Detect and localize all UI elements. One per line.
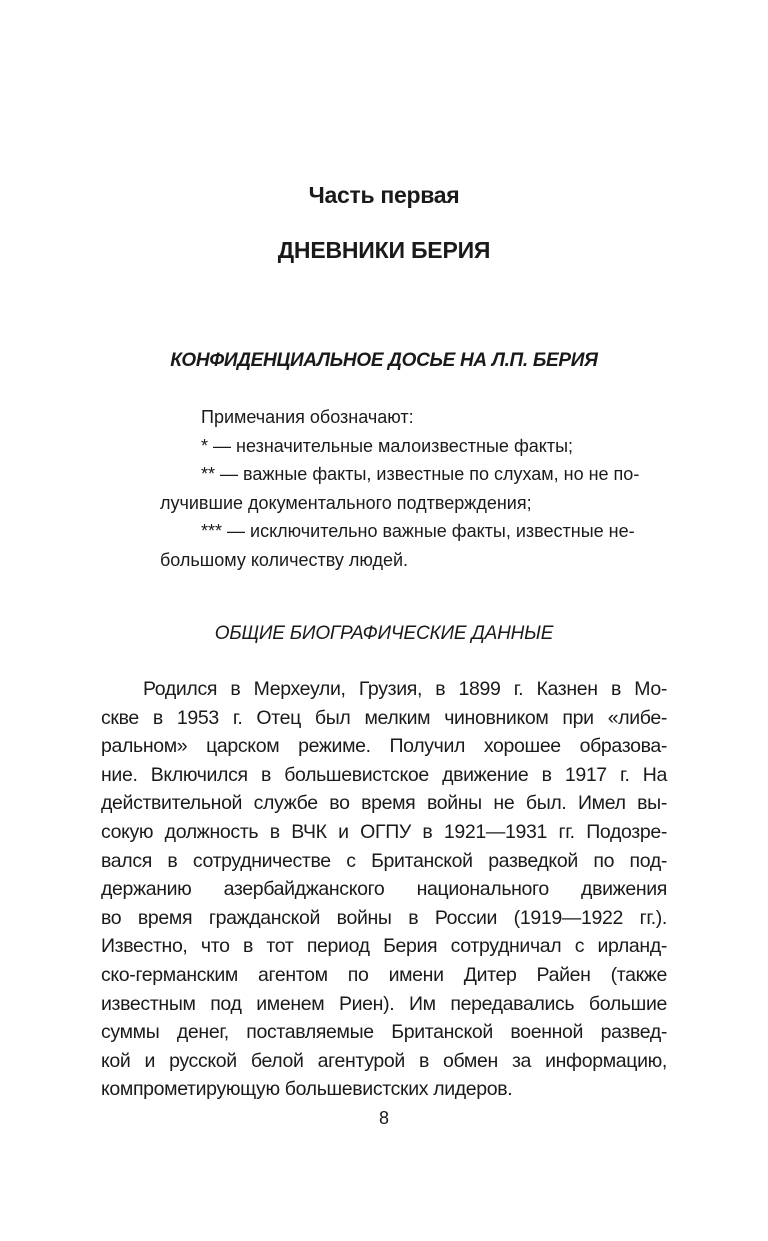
body-line: Известно, что в тот период Берия сотрудничал с ирланд- [101,935,667,958]
body-line: кой и русской белой агентурой в обмен за информацию, [101,1049,667,1072]
notes-line: большому количеству людей. [160,549,409,570]
book-title: ДНЕВНИКИ БЕРИЯ [277,237,491,263]
notes-line: ** — важные факты, известные по слухам, но не по- [201,464,640,484]
notes-line: *** — исключительно важные факты, известные не- [201,521,635,541]
body-line: держанию азербайджанского национального движения [101,878,667,901]
body-line: сокую должность в ВЧК и ОГПУ в 1921—1931 гг. Подозре- [101,820,667,843]
body-paragraph [101,675,667,1104]
notes-line: * — незначительные малоизвестные факты; [201,435,574,456]
notes-line: лучившие документального подтверждения; [160,492,532,513]
notes-line: Примечания обозначают: [201,407,414,427]
body-line: скве в 1953 г. Отец был мелким чиновником при «либе- [101,706,667,729]
page-number: 8 [378,1108,389,1128]
body-line: во время гражданской войны в России (1919—1922 гг.). [101,906,667,929]
body-line: известным под именем Риен). Им передавались большие [101,992,667,1015]
part-title: Часть первая [308,182,460,208]
body-line: ральном» царском режиме. Получил хорошее образова- [101,735,667,758]
body-line: действительной службе во время войны не был. Имел вы- [101,792,667,815]
body-line: ние. Включился в большевистское движение в 1917 г. На [101,763,667,786]
notes-block [160,403,670,574]
section-title: ОБЩИЕ БИОГРАФИЧЕСКИЕ ДАННЫЕ [214,623,554,644]
body-line: компрометирующую большевистских лидеров. [101,1078,513,1101]
body-line: Родился в Мерхеули, Грузия, в 1899 г. Казнен в Мо- [143,678,667,700]
dossier-title: КОНФИДЕНЦИАЛЬНОЕ ДОСЬЕ НА Л.П. БЕРИЯ [170,350,598,371]
body-line: ско-германским агентом по имени Дитер Райен (также [101,963,667,986]
body-line: вался в сотрудничестве с Британской разведкой по под- [101,849,667,872]
body-line: суммы денег, поставляемые Британской военной развед- [101,1021,667,1044]
